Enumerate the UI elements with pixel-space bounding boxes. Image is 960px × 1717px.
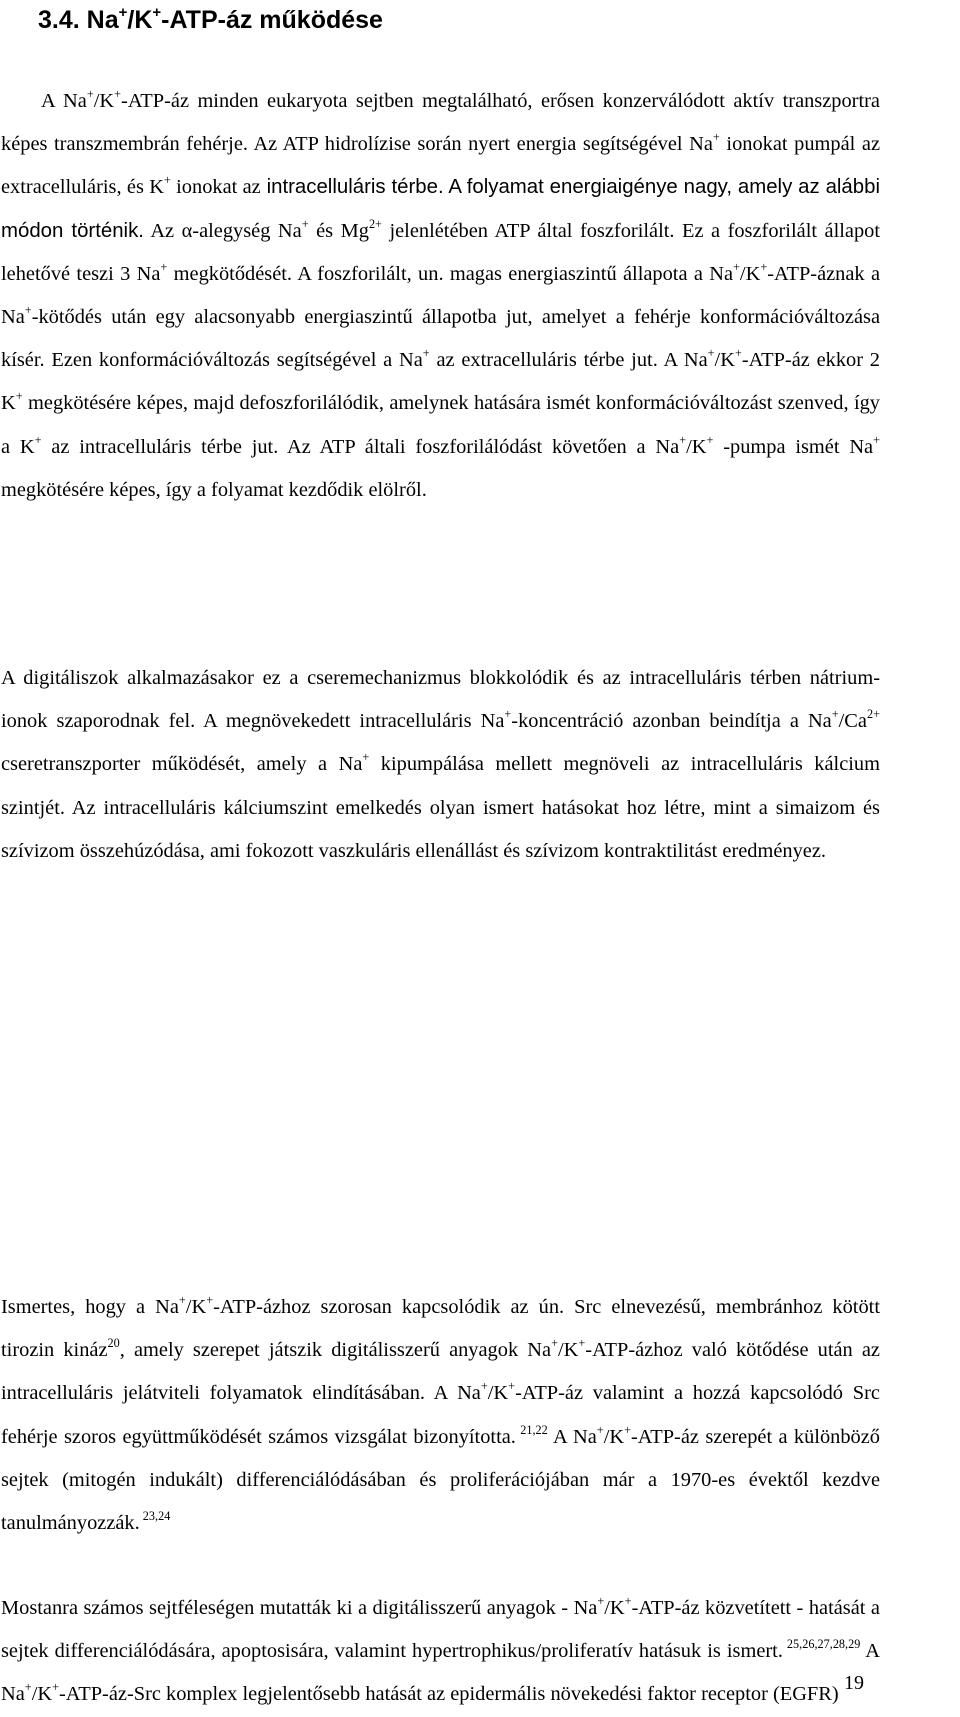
- page-number: 19: [844, 1672, 864, 1694]
- section-heading: 3.4. Na+/K+-ATP-áz működése: [38, 3, 383, 34]
- paragraph-na-k-atpase-mechanism: A Na+/K+-ATP-áz minden eukaryota sejtben megtalálható, erősen konzerválódott aktív transzportra képes transzmembrán fehérje. Az ATP hidrolízise során nyert energia segítségével Na+ ionokat pumpál az extracelluláris, és K+ ionokat az intracelluláris térbe. A folyamat energiaigénye nagy, amely az alábbi módon történik. Az α-alegység Na+ és $Mg^{2+}$ jelenlétében ATP által foszforilált. Ez a foszforilált állapot lehetővé teszi 3 Na+ megkötődését. A foszforilált, un. magas energiaszintű állapota a Na+/K+-ATP-áznak a Na+-kötődés után egy alacsonyabb energiaszintű állapotba jut, amelyet a fehérje konformációváltozása kísér. Ezen konformációváltozás segítségével a Na+ az extracelluláris térbe jut. A Na+/K+-ATP-áz ekkor 2 K+ megkötésére képes, majd defoszforilálódik, amelynek hatására ismét konformációváltozást szenved, így a K+ az intracelluláris térbe jut. Az ATP általi foszforilálódást követően a Na+/K+ -pumpa ismét Na+ megkötésére képes, így a folyamat kezdődik elölről.: [1, 86, 881, 501]
- paragraph-digitalis-mechanism: A digitáliszok alkalmazásakor ez a cseremechanizmus blokkolódik és az intracelluláris térben nátrium-ionok szaporodnak fel. A megnövekedett intracelluláris Na+-koncentráció azonban beindítja a $Na^+/Ca^{2+}$ cseretranszporter működését, amely a Na+ kipumpálása mellett megnöveli az intracelluláris kálcium szintjét. Az intracelluláris kálciumszint emelkedés olyan ismert hatásokat hoz létre, mint a simaizom és szívizom összehúzódása, ami fokozott vaszkuláris ellenállást és szívizom kontraktilitást eredményez.: [1, 667, 880, 862]
- paragraph-digitalis-effects: Mostanra számos sejtféleségen mutatták ki a digitálisszerű anyagok - Na+/K+-ATP-áz közvetített - hatását a sejtek differenciálódására, apoptosisára, valamint hypertrophikus/proliferatív hatásuk is ismert. $^{25,26,27,28,29}$ A Na+/K+-ATP-áz-Src komplex legjelentősebb hatását az epidermális növekedési faktor receptor (EGFR): [1, 1593, 880, 1706]
- citation-ref: 21,22: [515, 1422, 548, 1437]
- citation-ref: 23,24: [139, 1508, 171, 1523]
- citation-ref: 25,26,27,28,29: [782, 1637, 861, 1652]
- sans-serif-passage: intracelluláris térbe. A folyamat energiaigénye nagy, amely az alábbi módon történik.: [1, 176, 880, 242]
- paragraph-src-kinase: Ismertes, hogy a Na+/K+-ATP-ázhoz szorosan kapcsolódik az ún. Src elnevezésű, membránhoz kötött tirozin kináz$^{20}$, amely szerepet játszik digitálisszerű anyagok Na+/K+-ATP-ázhoz való kötődése után az intracelluláris jelátviteli folyamatok elindításában. A Na+/K+-ATP-áz valamint a hozzá kapcsolódó Src fehérje szoros együttműködését számos vizsgálat bizonyította. $^{21,22}$ A Na+/K+-ATP-áz szerepét a különböző sejtek (mitogén indukált) differenciálódásában és proliferációjában már a 1970-es évektől kezdve tanulmányozzák. $^{23,24}$: [1, 1292, 880, 1535]
- citation-ref: 20: [107, 1336, 120, 1351]
- section-number: 3.4.: [38, 6, 80, 34]
